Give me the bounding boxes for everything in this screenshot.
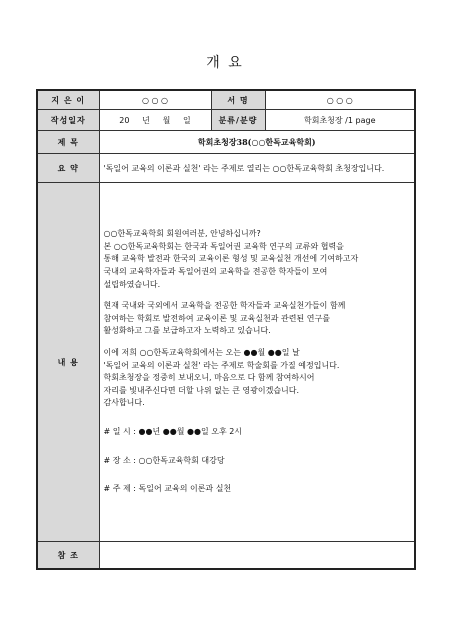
content-line: 본 ○○한독교육학회는 한국과 독일어권 교육학 연구의 교류와 협력을 (103, 241, 344, 251)
subject-value: 학회초청장38(○○한독교육학회) (99, 131, 415, 154)
activity-paragraph (104, 300, 411, 338)
content-line: 현재 국내와 국외에서 교육학을 전공한 학자들과 교육실천가들이 함께 (103, 301, 346, 311)
date-label: 작성일자 (37, 110, 99, 131)
summary-label: 요 약 (37, 154, 99, 183)
summary-value: '독일어 교육의 이론과 실천' 라는 주제로 열리는 ○○한독교육학회 초청장입니다. (99, 154, 415, 183)
category-label: 분류/분량 (211, 110, 265, 131)
greeting-paragraph (104, 228, 411, 291)
content-line: 설립하였습니다. (103, 279, 161, 289)
content-line: 통해 교육학 발전과 한국의 교육이론 형성 및 교육실천 개선에 기여하고자 (103, 254, 359, 264)
content-line: 참여하는 학회로 발전하여 교육이론 및 교육실천과 관련된 연구를 (103, 313, 330, 323)
signature-label: 서 명 (211, 90, 265, 110)
content-label: 내 용 (37, 183, 99, 542)
content-line: 감사합니다. (103, 398, 145, 408)
content-line: 국내의 교육학자들과 독일어권의 교육학을 전공한 학자들이 모여 (103, 267, 328, 277)
content-line: 이에 저희 ○○한독교육학회에서는 오는 ●●월 ●●일 날 (103, 348, 300, 357)
content-line: 학회초청장을 정중히 보내오니, 마음으로 다 함께 참여하시어 (103, 373, 315, 383)
invitation-paragraph (104, 347, 411, 410)
event-topic: # 주 제 : 독일어 교육의 이론과 실천 (103, 484, 232, 494)
signature-value: ○ ○ ○ (265, 90, 415, 110)
date-value: 20 년 월 일 (99, 110, 211, 131)
overview-form (36, 89, 416, 570)
author-label: 지 은 이 (37, 90, 99, 110)
content-line: 자리를 빛내주신다면 더할 나위 없는 큰 영광이겠습니다. (103, 385, 300, 395)
page-title: 개 요 (206, 55, 244, 71)
reference-value (99, 542, 415, 570)
event-place: # 장 소 : ○○한독교육학회 대강당 (103, 455, 225, 465)
category-value: 학회초청장 /1 page (265, 110, 415, 131)
content-line: '독일어 교육의 이론과 실천' 라는 주제로 학술회를 가질 예정입니다. (103, 360, 340, 370)
author-value: ○ ○ ○ (99, 90, 211, 110)
subject-label: 제 목 (37, 131, 99, 154)
content-line: 활성화하고 그를 보급하고자 노력하고 있습니다. (103, 326, 271, 336)
content-body (99, 183, 415, 542)
reference-label: 참 조 (37, 542, 99, 570)
event-date: # 일 시 : ●●년 ●●월 ●●일 오후 2시 (103, 426, 243, 436)
content-line: ○○한독교육학회 회원여러분, 안녕하십니까? (103, 229, 261, 239)
